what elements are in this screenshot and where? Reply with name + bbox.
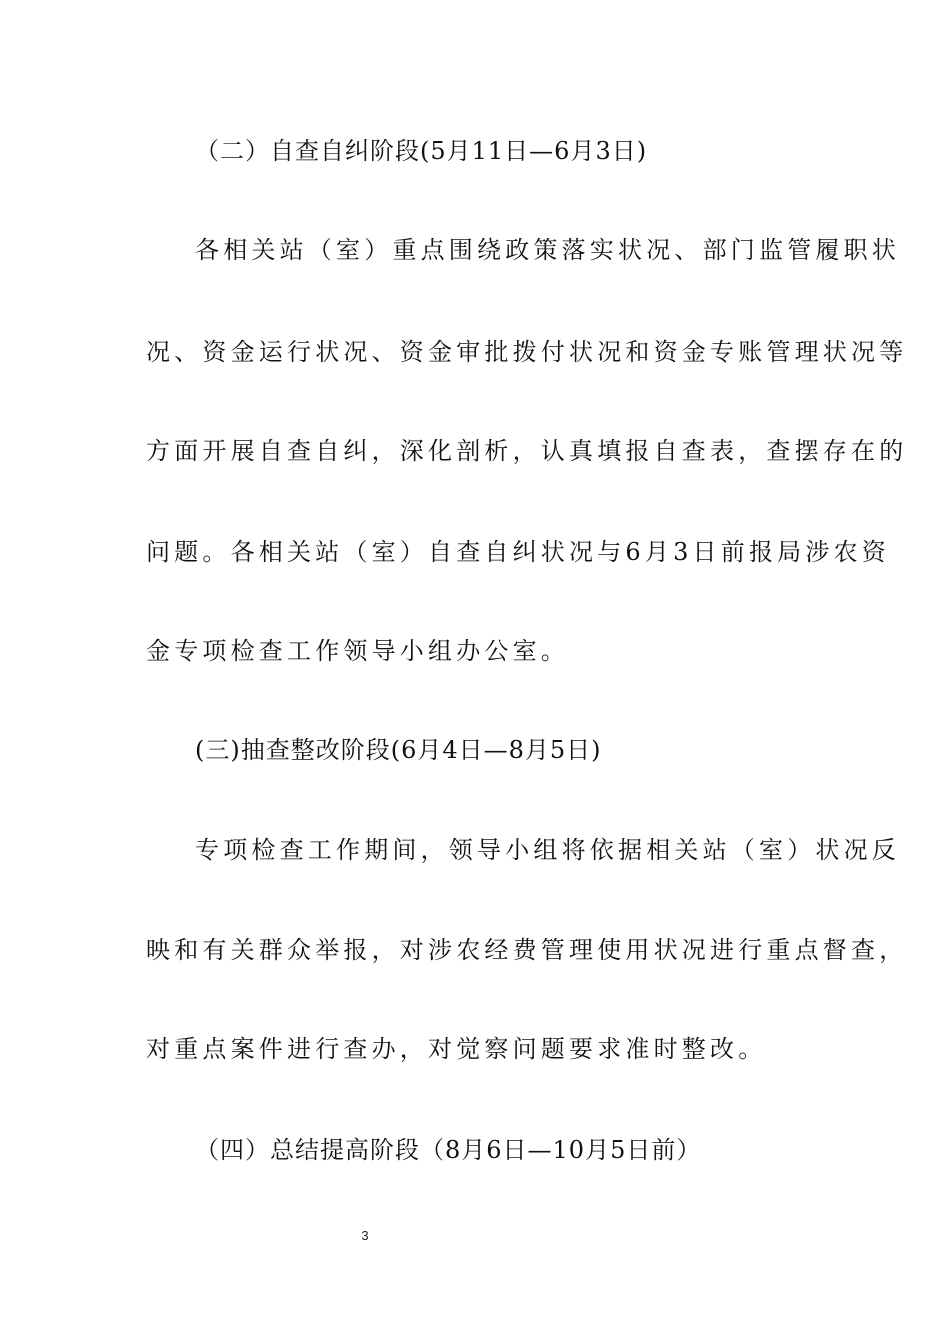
page-number: 3 bbox=[361, 1228, 369, 1243]
paragraph-line: 况、资金运行状况、资金审批拨付状况和资金专账管理状况等 bbox=[146, 338, 908, 366]
paragraph-line: 各相关站（室）重点围绕政策落实状况、部门监管履职状 bbox=[195, 236, 900, 264]
section-heading-4: （四）总结提高阶段（8月6日—10月5日前） bbox=[195, 1136, 702, 1164]
section-heading-3: (三)抽查整改阶段(6月4日—8月5日) bbox=[195, 736, 602, 764]
paragraph-line: 对重点案件进行查办，对觉察问题要求准时整改。 bbox=[146, 1035, 767, 1063]
paragraph-line: 方面开展自查自纠，深化剖析，认真填报自查表，查摆存在的 bbox=[146, 437, 908, 465]
paragraph-line: 专项检查工作期间，领导小组将依据相关站（室）状况反 bbox=[195, 836, 900, 864]
section-heading-2: （二）自查自纠阶段(5月11日—6月3日) bbox=[195, 137, 648, 165]
paragraph-line: 问题。各相关站（室）自查自纠状况与6月3日前报局涉农资 bbox=[146, 538, 890, 566]
paragraph-line: 映和有关群众举报，对涉农经费管理使用状况进行重点督查， bbox=[146, 936, 908, 964]
paragraph-line: 金专项检查工作领导小组办公室。 bbox=[146, 637, 569, 665]
